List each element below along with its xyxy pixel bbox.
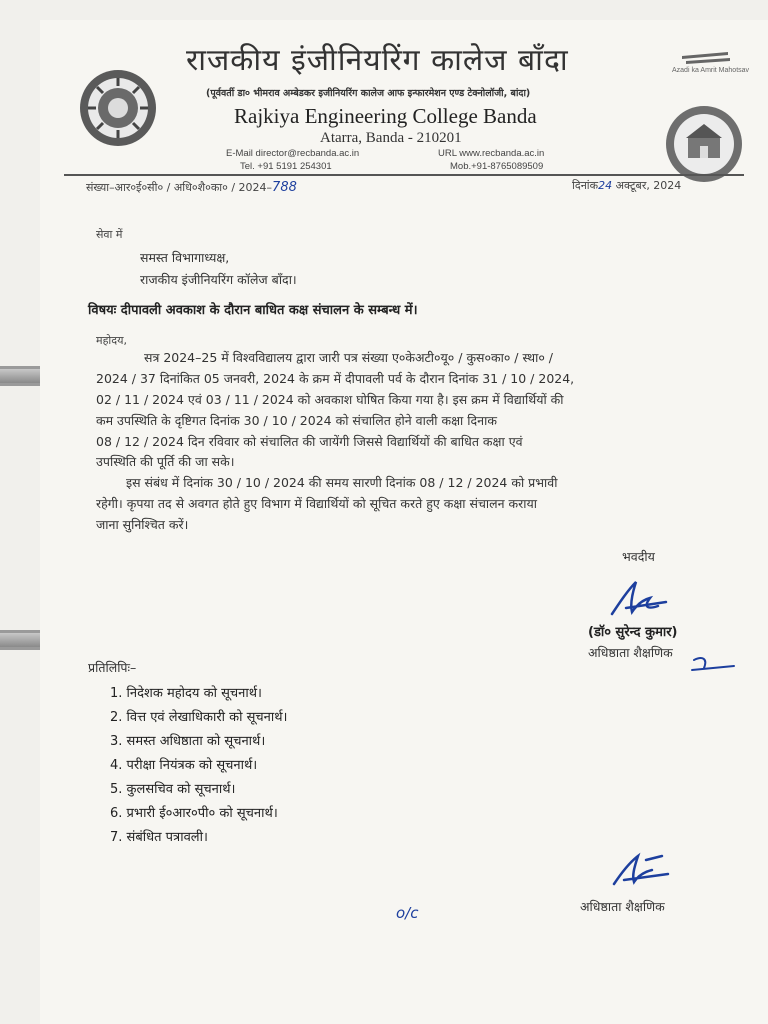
college-url: URL www.recbanda.ac.in — [438, 148, 545, 159]
footer-signature-icon — [606, 850, 676, 894]
letter-date — [572, 178, 681, 193]
college-mobile: Mob.+91-8765089509 — [450, 161, 544, 172]
body-p1-line-3: 02 / 11 / 2024 एवं 03 / 11 / 2024 को अवकाश घोषित किया गया है। इस क्रम में विद्यार्थियों की — [96, 392, 564, 407]
salutation: महोदय, — [96, 334, 127, 347]
college-name-hindi: राजकीय इंजीनियरिंग कालेज बाँदा — [186, 43, 569, 78]
letter-subject: विषयः दीपावली अवकाश के दौरान बाधित कक्ष संचालन के सम्बन्ध में। — [88, 303, 418, 318]
date-prefix: दिनांक — [572, 179, 599, 192]
reference-number — [86, 180, 297, 195]
college-emblem-icon — [78, 68, 158, 148]
college-telephone: Tel. +91 5191 254301 — [240, 161, 332, 172]
reference-number-text: संख्या–आर०ई०सी० / अधि०शै०का० / 2024– — [86, 181, 273, 194]
body-p1-line-6: उपस्थिति की पूर्ति की जा सके। — [96, 454, 235, 469]
copy-to-item: 6. प्रभारी ई०आर०पी० को सूचनार्थ। — [110, 806, 278, 821]
college-name-english: Rajkiya Engineering College Banda — [234, 104, 537, 128]
handwritten-note: o/c — [396, 904, 419, 922]
azadi-ka-amrit-mahotsav-logo-icon — [668, 46, 750, 76]
college-former-name-hindi: (पूर्ववर्ती डा० भीमराव अम्बेडकर इजीनियरिंग कालेज आफ इन्फारमेशन एण्ड टेक्नोलॉजी, बांदा) — [206, 88, 531, 99]
copy-to-item: 3. समस्त अधिष्ठाता को सूचनार्थ। — [110, 734, 266, 749]
date-suffix: अक्टूबर, 2024 — [615, 179, 682, 192]
body-p1-line-1: सत्र 2024–25 में विश्वविद्यालय द्वारा जारी पत्र संख्या ए०केअटी०यू० / कुस०का० / स्था० / — [144, 350, 554, 365]
copy-to-heading: प्रतिलिपिः– — [88, 660, 137, 675]
signature-icon — [606, 578, 676, 622]
copy-to-item: 1. निदेशक महोदय को सूचनार्थ। — [110, 686, 262, 701]
recipient-line-1: समस्त विभागाध्यक्ष, — [140, 250, 230, 265]
body-p2-line-3: जाना सुनिश्चित करें। — [96, 517, 189, 532]
reference-number-handwritten: 788 — [272, 180, 297, 195]
body-p1-line-2: 2024 / 37 दिनांकित 05 जनवरी, 2024 के क्रम में दीपावली पर्व के दौरान दिनांक 31 / 10 / 2024, — [96, 371, 575, 386]
footer-designation: अधिष्ठाता शैक्षणिक — [580, 899, 665, 914]
header-divider — [64, 174, 744, 176]
letter-page — [40, 20, 768, 1024]
college-building-emblem-icon — [664, 104, 744, 184]
body-p1-line-4: कम उपस्थिति के दृष्टिगत दिनांक 30 / 10 / 2024 को संचालित होने वाली कक्षा दिनाक — [96, 413, 497, 428]
college-address: Atarra, Banda - 210201 — [320, 130, 462, 146]
body-p1-line-5: 08 / 12 / 2024 दिन रविवार को संचालित की जायेंगी जिससे विद्यार्थियों की बाधित कक्षा एवं — [96, 434, 523, 449]
copy-to-item: 2. वित्त एवं लेखाधिकारी को सूचनार्थ। — [110, 710, 288, 725]
signatory-name: (डॉ० सुरेन्द कुमार) — [588, 625, 678, 640]
college-email: E-Mail director@recbanda.ac.in — [226, 148, 360, 159]
designation-flourish-icon — [688, 650, 738, 674]
copy-to-item: 5. कुलसचिव को सूचनार्थ। — [110, 782, 236, 797]
svg-text:Azadi ka Amrit Mahotsav: Azadi ka Amrit Mahotsav — [672, 67, 750, 74]
signatory-designation: अधिष्ठाता शैक्षणिक — [588, 645, 673, 660]
recipient-line-2: राजकीय इंजीनियरिंग कॉलेज बाँदा। — [140, 272, 297, 287]
copy-to-item: 7. संबंधित पत्रावली। — [110, 830, 208, 845]
bhavdiya-label: भवदीय — [622, 549, 655, 564]
copy-to-item: 4. परीक्षा नियंत्रक को सूचनार्थ। — [110, 758, 258, 773]
body-p2-line-2: रहेगी। कृपया तद से अवगत होते हुए विभाग में विद्यार्थियों को सूचित करते हुए कक्षा संचालन कराया — [96, 496, 537, 511]
body-p2-line-1: इस संबंध में दिनांक 30 / 10 / 2024 की समय सारणी दिनांक 08 / 12 / 2024 को प्रभावी — [126, 475, 558, 490]
sewa-me-label: सेवा में — [96, 228, 123, 241]
date-handwritten: 24 — [598, 179, 613, 192]
